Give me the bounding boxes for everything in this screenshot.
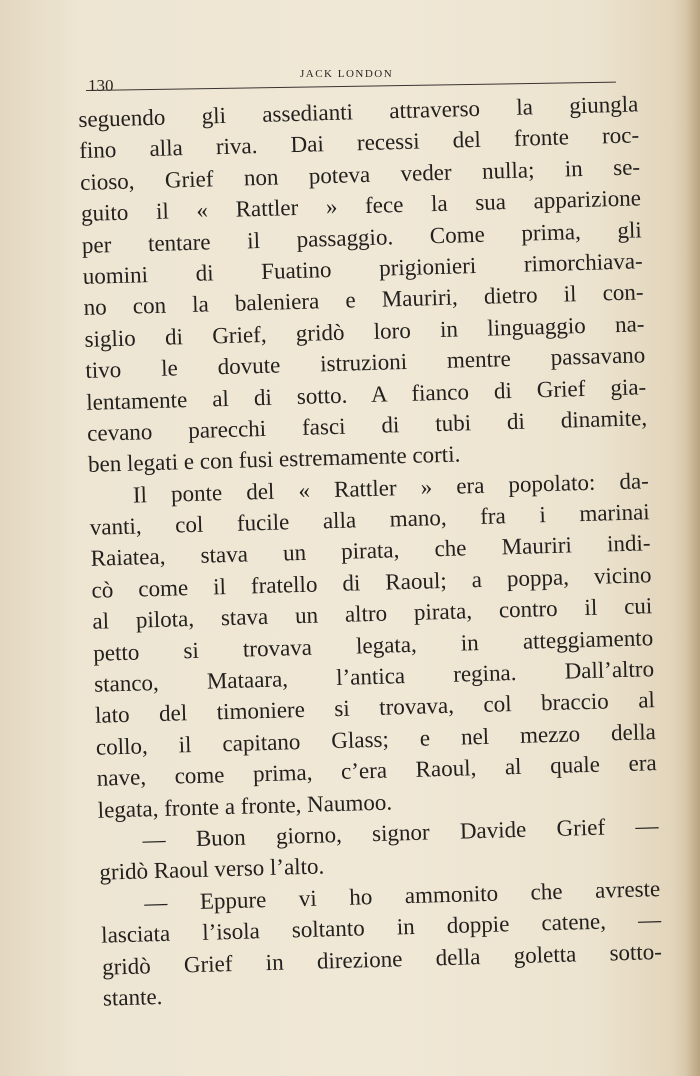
text-line: cevano parecchi fasci di tubi di dinamite, — [86, 405, 648, 446]
text-line: lentamente al di sotto. A fianco di Grief gia- — [85, 373, 647, 415]
text-line: cioso, Grief non poteva veder nulla; in se- — [79, 154, 641, 195]
text-line: — Eppure vi ho ammonito che avreste — [143, 875, 661, 916]
text-line: tivo le dovute istruzioni mentre passavano — [85, 342, 646, 384]
header-rule — [86, 82, 616, 91]
running-head: JACK LONDON — [300, 68, 394, 80]
text-line: ben legati e con fusi estremamente corti. — [87, 441, 461, 478]
text-line: gridò Grief in direzione della goletta sotto- — [101, 938, 663, 980]
text-line: stante. — [102, 983, 163, 1011]
text-line: gridò Raoul verso l’alto. — [99, 853, 325, 886]
body-text — [78, 88, 663, 1014]
page-number: 130 — [88, 76, 114, 95]
text-line: vanti, col fucile alla mano, fra i marinai — [89, 499, 650, 540]
text-line: per tentare il passaggio. Come prima, gli — [81, 216, 643, 258]
text-line: stanco, Mataara, l’antica regina. Dall’altro — [93, 656, 655, 697]
text-line: no con la baleniera e Mauriri, dietro il con- — [83, 279, 644, 321]
text-line: lato del timoniere si trovava, col braccio al — [94, 687, 656, 729]
text-line: seguendo gli assedianti attraverso la giungla — [78, 91, 639, 132]
text-line: Raiatea, stava un pirata, che Mauriri indi- — [90, 530, 651, 572]
text-line: al pilota, stava un altro pirata, contro il cui — [92, 593, 653, 635]
text-line: collo, il capitano Glass; e nel mezzo della — [95, 718, 657, 760]
text-line: siglio di Grief, gridò loro in linguaggio na- — [84, 311, 645, 352]
text-line: lasciata l’isola soltanto in doppie catene, — — [100, 907, 662, 948]
text-line: cò come il fratello di Raoul; a poppa, vicino — [91, 562, 652, 603]
text-line: guito il « Rattler » fece la sua apparizione — [80, 185, 642, 227]
text-line: Il ponte del « Rattler » era popolato: da- — [132, 467, 650, 508]
text-line: — Buon giorno, signor Davide Grief — — [142, 813, 659, 853]
text-line: petto si trovava legata, in atteggiamento — [92, 624, 654, 666]
page-edge-shadow — [686, 0, 700, 1076]
text-line: legata, fronte a fronte, Naumoo. — [97, 789, 393, 823]
text-line: uomini di Fuatino prigionieri rimorchiava- — [82, 248, 643, 289]
text-line: fino alla riva. Dai recessi del fronte roc- — [78, 122, 640, 164]
text-line: nave, come prima, c’era Raoul, al quale era — [96, 750, 657, 791]
